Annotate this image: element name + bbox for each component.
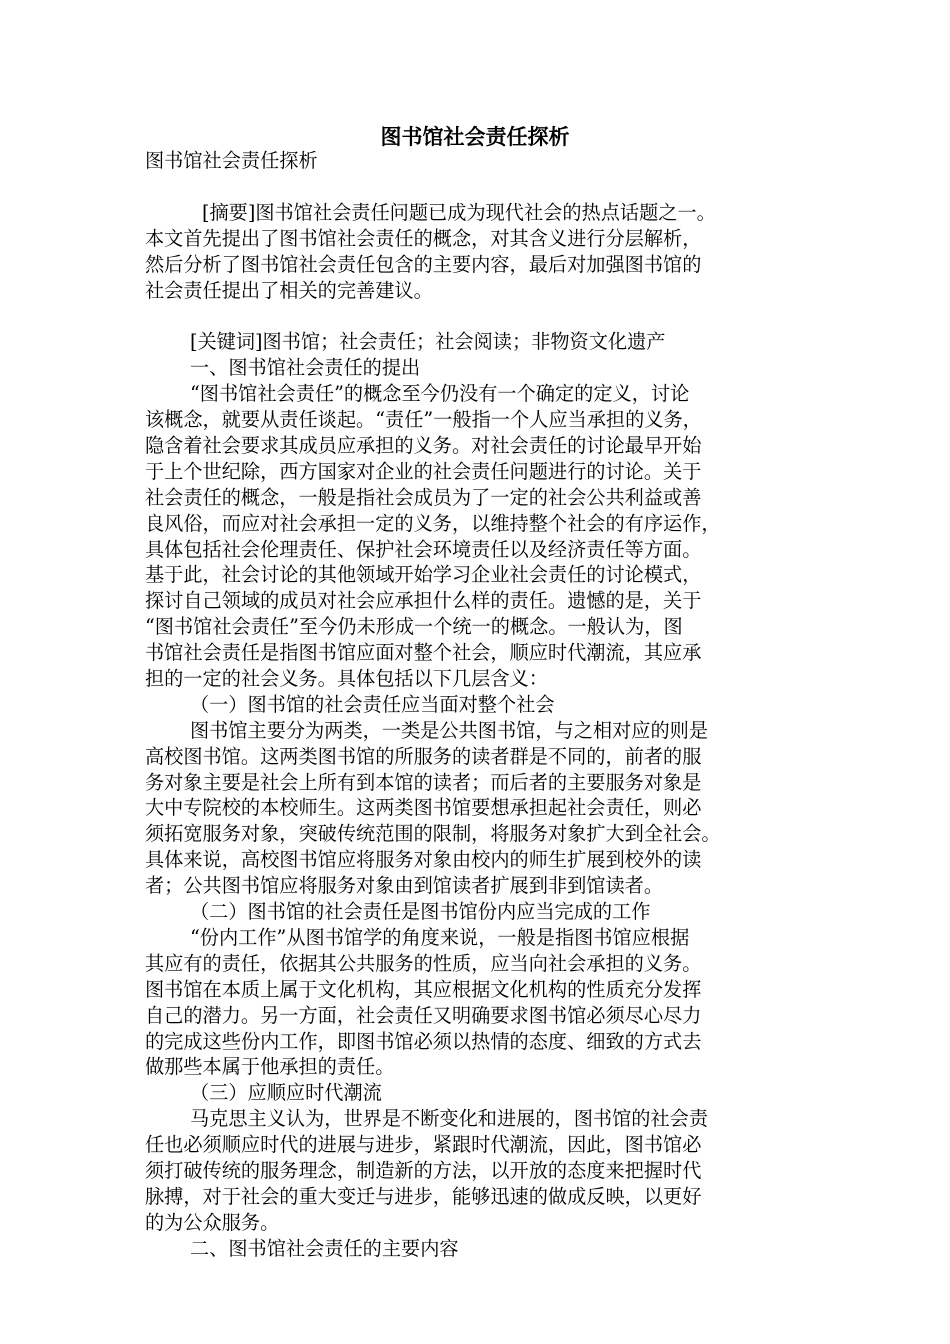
paragraph-line: 高校图书馆。这两类图书馆的所服务的读者群是不同的，前者的服 xyxy=(145,744,702,768)
paragraph-line: 任也必须顺应时代的进展与进步，紧跟时代潮流，因此，图书馆必 xyxy=(145,1133,702,1157)
paragraph-line: 基于此，社会讨论的其他领域开始学习企业社会责任的讨论模式， xyxy=(145,563,702,587)
document-body xyxy=(145,148,807,1262)
paragraph-line: 书馆社会责任是指图书馆应面对整个社会，顺应时代潮流，其应承 xyxy=(145,641,702,665)
abstract-line: 然后分析了图书馆社会责任包含的主要内容，最后对加强图书馆的 xyxy=(145,252,702,276)
paragraph-line: 的为公众服务。 xyxy=(145,1210,280,1234)
paragraph-line: 自己的潜力。另一方面，社会责任又明确要求图书馆必须尽心尽力 xyxy=(145,1003,702,1027)
abstract-line: 本文首先提出了图书馆社会责任的概念，对其含义进行分层解析， xyxy=(145,226,702,250)
paragraph-line: 具体包括社会伦理责任、保护社会环境责任以及经济责任等方面。 xyxy=(145,537,702,561)
paragraph-line: 具体来说，高校图书馆应将服务对象由校内的师生扩展到校外的读 xyxy=(145,848,702,872)
paragraph-line: 隐含着社会要求其成员应承担的义务。对社会责任的讨论最早开始 xyxy=(145,434,702,458)
abstract-line: 社会责任提出了相关的完善建议。 xyxy=(145,278,433,302)
section-heading: 二、图书馆社会责任的主要内容 xyxy=(190,1236,459,1260)
section-heading: 一、图书馆社会责任的提出 xyxy=(190,356,421,380)
paragraph-line: 须拓宽服务对象，突破传统范围的限制，将服务对象扩大到全社会。 xyxy=(145,822,721,846)
paragraph-line: 社会责任的概念，一般是指社会成员为了一定的社会公共利益或善 xyxy=(145,485,702,509)
subsection-heading: （一）图书馆的社会责任应当面对整个社会 xyxy=(190,692,555,716)
subtitle-line: 图书馆社会责任探析 xyxy=(145,149,318,172)
paragraph-line: “份内工作”从图书馆学的角度来说，一般是指图书馆应根据 xyxy=(190,925,690,949)
keywords-line: [关键词]图书馆；社会责任；社会阅读；非物资文化遗产 xyxy=(190,330,666,354)
paragraph-line: 图书馆主要分为两类，一类是公共图书馆，与之相对应的则是 xyxy=(190,718,709,742)
paragraph-line: 马克思主义认为，世界是不断变化和进展的，图书馆的社会责 xyxy=(190,1107,709,1131)
subsection-heading: （二）图书馆的社会责任是图书馆份内应当完成的工作 xyxy=(190,900,651,924)
paragraph-line: “图书馆社会责任”的概念至今仍没有一个确定的定义，讨论 xyxy=(190,382,690,406)
paragraph-line: 须打破传统的服务理念，制造新的方法，以开放的态度来把握时代 xyxy=(145,1158,702,1182)
paragraph-line: 的完成这些份内工作，即图书馆必须以热情的态度、细致的方式去 xyxy=(145,1029,702,1053)
paragraph-line: 该概念，就要从责任谈起。“责任”一般指一个人应当承担的义务， xyxy=(145,408,702,432)
paragraph-line: 大中专院校的本校师生。这两类图书馆要想承担起社会责任，则必 xyxy=(145,796,702,820)
subsection-heading: （三）应顺应时代潮流 xyxy=(190,1081,382,1105)
paragraph-line: 做那些本属于他承担的责任。 xyxy=(145,1055,395,1079)
paragraph-line: 务对象主要是社会上所有到本馆的读者；而后者的主要服务对象是 xyxy=(145,770,702,794)
document-title: 图书馆社会责任探析 xyxy=(380,125,570,149)
abstract-line: [摘要]图书馆社会责任问题已成为现代社会的热点话题之一。 xyxy=(202,200,716,224)
paragraph-line: “图书馆社会责任”至今仍未形成一个统一的概念。一般认为，图 xyxy=(145,615,683,639)
paragraph-line: 脉搏，对于社会的重大变迁与进步，能够迅速的做成反映，以更好 xyxy=(145,1184,702,1208)
paragraph-line: 探讨自己领域的成员对社会应承担什么样的责任。遗憾的是，关于 xyxy=(145,589,702,613)
paragraph-line: 其应有的责任，依据其公共服务的性质，应当向社会承担的义务。 xyxy=(145,951,702,975)
paragraph-line: 图书馆在本质上属于文化机构，其应根据文化机构的性质充分发挥 xyxy=(145,977,702,1001)
paragraph-line: 担的一定的社会义务。具体包括以下几层含义： xyxy=(145,667,548,691)
paragraph-line: 于上个世纪除，西方国家对企业的社会责任问题进行的讨论。关于 xyxy=(145,459,702,483)
paragraph-line: 良风俗，而应对社会承担一定的义务，以维持整个社会的有序运作， xyxy=(145,511,721,535)
paragraph-line: 者；公共图书馆应将服务对象由到馆读者扩展到非到馆读者。 xyxy=(145,874,664,898)
